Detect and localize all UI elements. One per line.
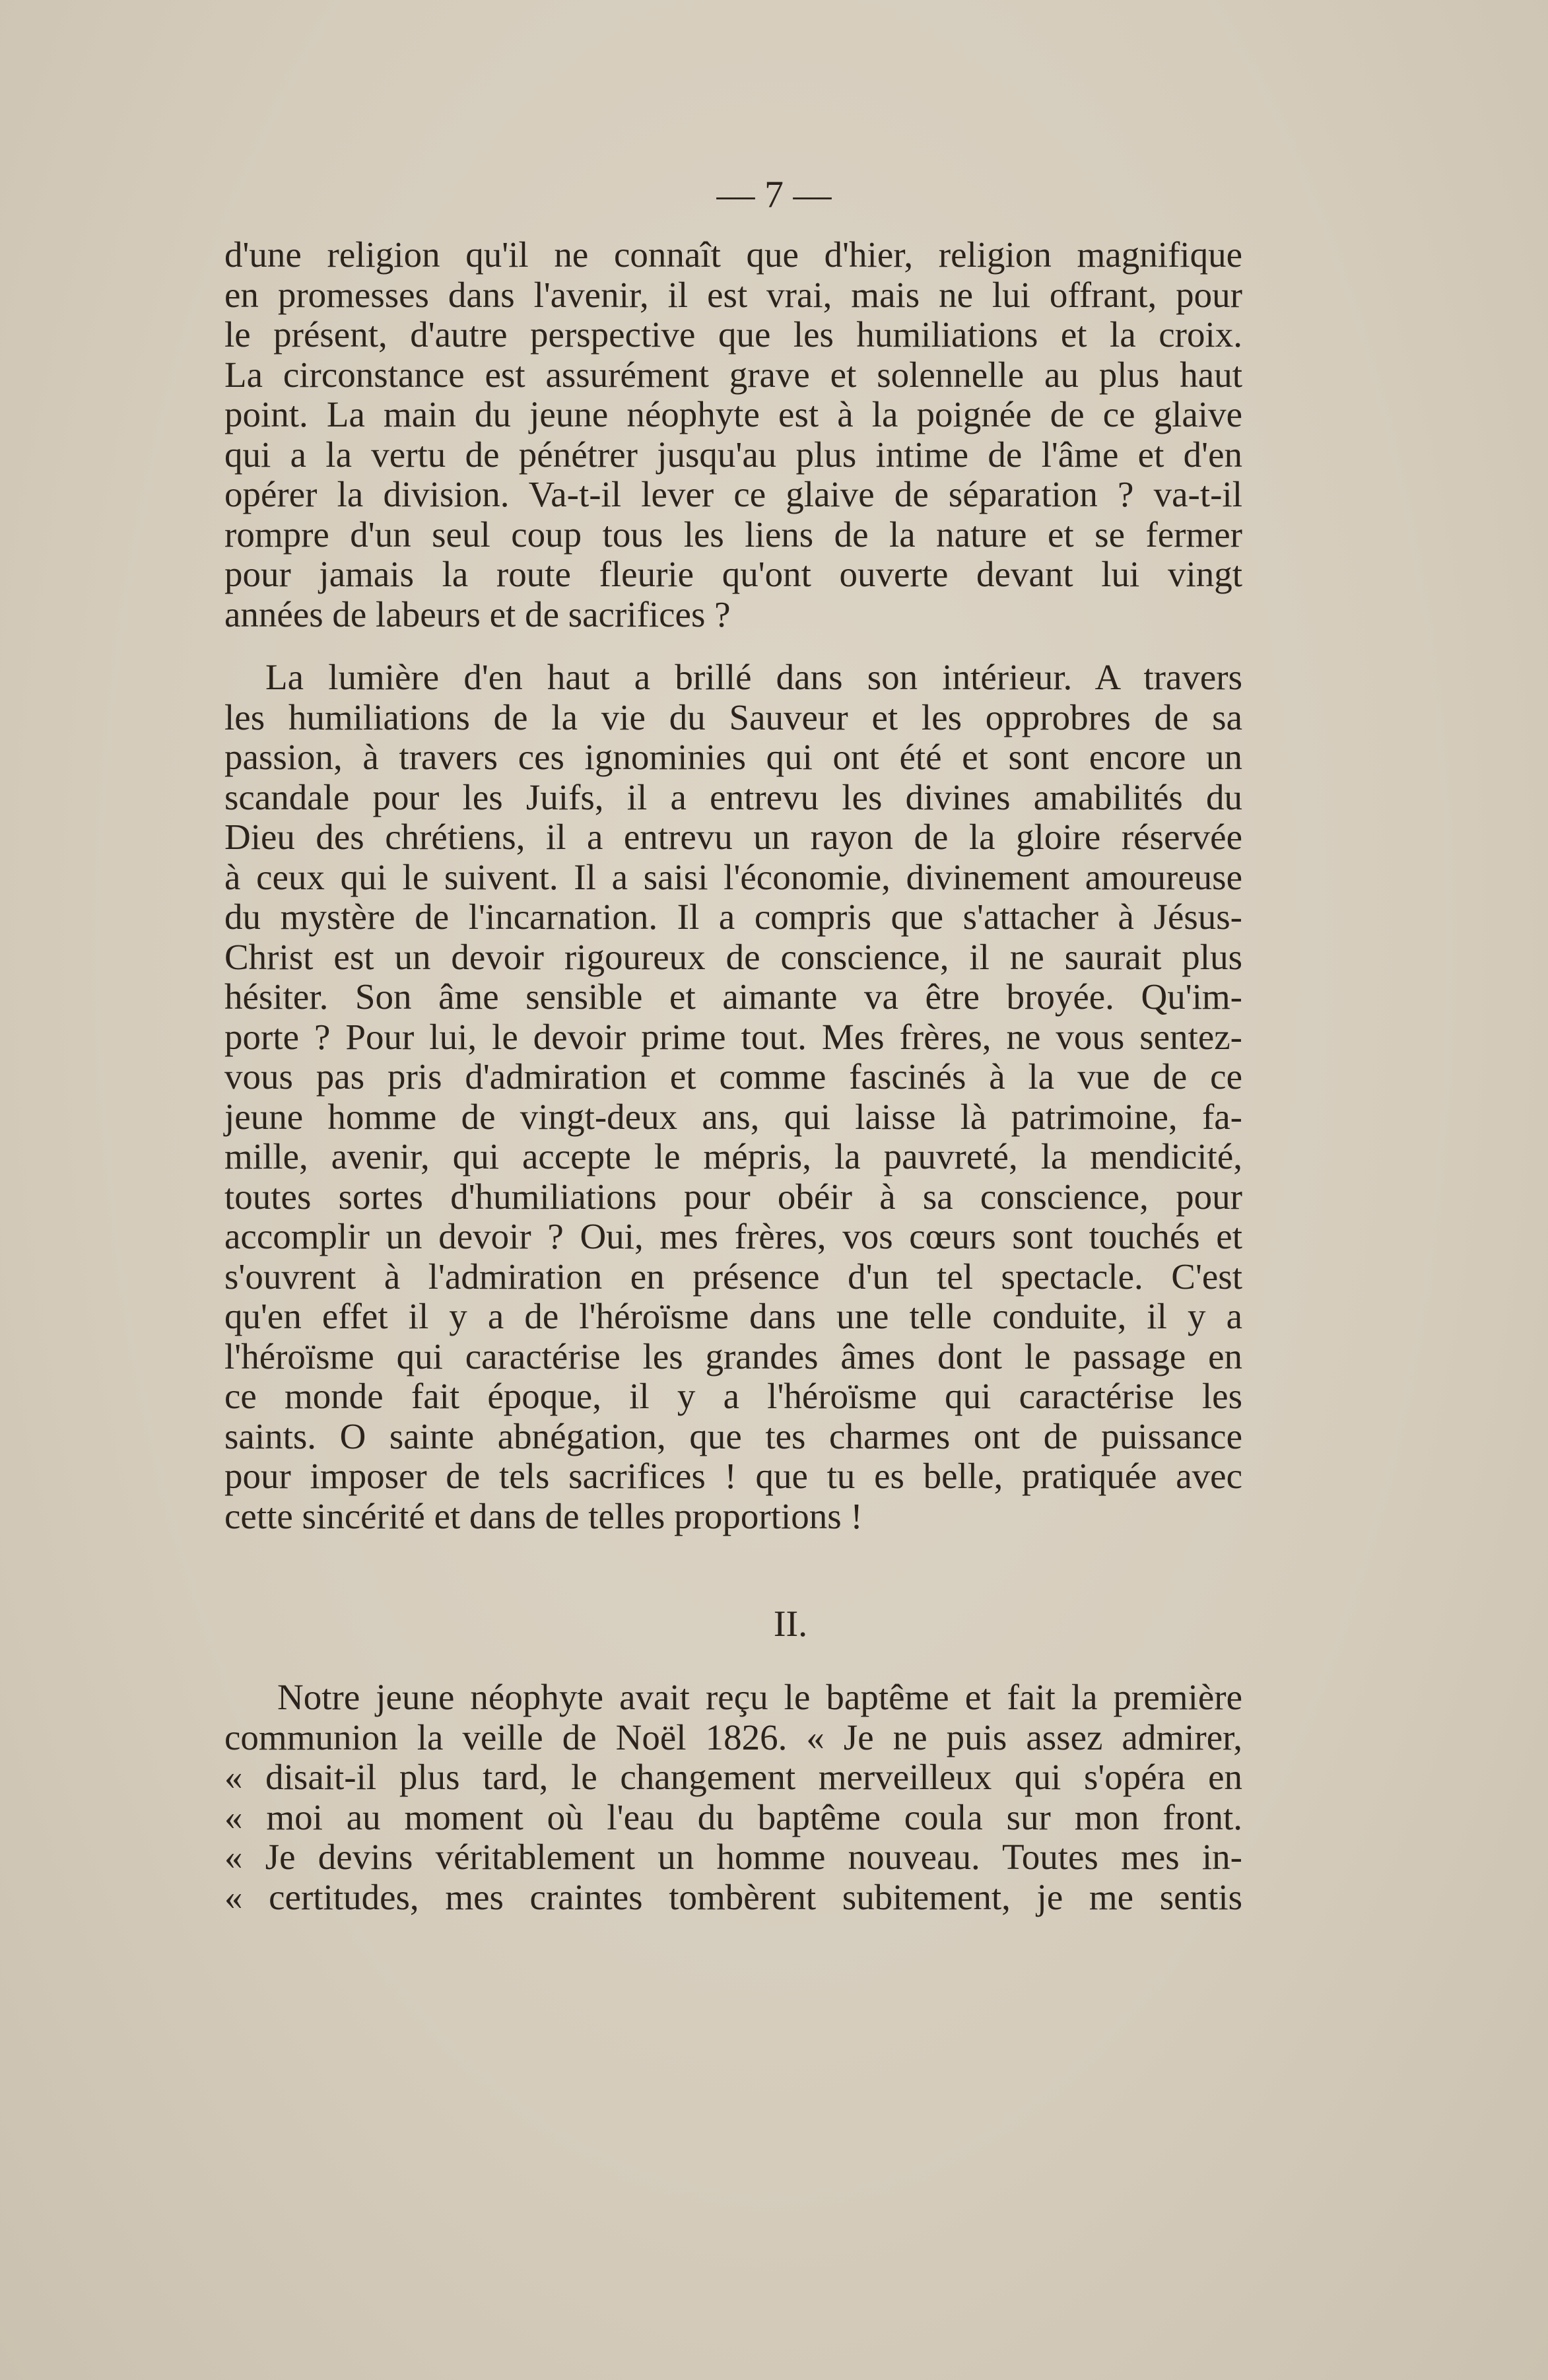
text-line: le présent, d'autre perspective que les humiliations et la croix. <box>224 314 1242 355</box>
text-line: d'une religion qu'il ne connaît que d'hier, religion magnifique <box>224 234 1242 275</box>
text-line: pour jamais la route fleurie qu'ont ouverte devant lui vingt <box>224 554 1242 594</box>
text-line: « Je devins véritablement un homme nouveau. Toutes mes in- <box>224 1837 1242 1877</box>
text-line: jeune homme de vingt-deux ans, qui laisse là patrimoine, fa- <box>224 1096 1242 1137</box>
text-line: La circonstance est assurément grave et solennelle au plus haut <box>224 354 1242 395</box>
text-line: porte ? Pour lui, le devoir prime tout. Mes frères, ne vous sentez- <box>224 1016 1242 1057</box>
text-line: La lumière d'en haut a brillé dans son intérieur. A travers <box>265 657 1242 697</box>
page-number: — 7 — <box>716 173 832 216</box>
text-line: mille, avenir, qui accepte le mépris, la pauvreté, la mendicité, <box>224 1136 1242 1176</box>
text-line: communion la veille de Noël 1826. « Je ne puis assez admirer, <box>224 1717 1242 1757</box>
paragraph-2 <box>224 658 1242 1536</box>
text-line: point. La main du jeune néophyte est à la poignée de ce glaive <box>224 394 1242 434</box>
text-line: les humiliations de la vie du Sauveur et les opprobres de sa <box>224 697 1242 737</box>
text-line: Dieu des chrétiens, il a entrevu un rayon de la gloire réservée <box>224 817 1242 857</box>
text-line: rompre d'un seul coup tous les liens de la nature et se fermer <box>224 514 1242 555</box>
paragraph-1 <box>224 235 1242 634</box>
text-line: « disait-il plus tard, le changement merveilleux qui s'opéra en <box>224 1757 1242 1797</box>
text-line: en promesses dans l'avenir, il est vrai, mais ne lui offrant, pour <box>224 274 1242 315</box>
text-line: cette sincérité et dans de telles proportions ! <box>224 1495 863 1536</box>
paragraph-3 <box>224 1678 1242 1917</box>
text-line: ce monde fait époque, il y a l'héroïsme qui caractérise les <box>224 1376 1242 1416</box>
text-line: « moi au moment où l'eau du baptême coula sur mon front. <box>224 1796 1242 1837</box>
text-line: l'héroïsme qui caractérise les grandes âmes dont le passage en <box>224 1336 1242 1377</box>
text-line: passion, à travers ces ignominies qui ont été et sont encore un <box>224 737 1242 777</box>
text-line: hésiter. Son âme sensible et aimante va être broyée. Qu'im- <box>224 976 1242 1017</box>
text-line: Notre jeune néophyte avait reçu le baptême et fait la première <box>277 1677 1242 1717</box>
text-line: « certitudes, mes craintes tombèrent subitement, je me sentis <box>224 1876 1242 1917</box>
text-line: pour imposer de tels sacrifices ! que tu es belle, pratiquée avec <box>224 1456 1242 1496</box>
text-line: toutes sortes d'humiliations pour obéir à sa conscience, pour <box>224 1176 1242 1217</box>
section-heading: II. <box>773 1604 808 1645</box>
text-line: années de labeurs et de sacrifices ? <box>224 594 731 634</box>
text-line: qui a la vertu de pénétrer jusqu'au plus intime de l'âme et d'en <box>224 434 1242 475</box>
text-line: à ceux qui le suivent. Il a saisi l'économie, divinement amoureuse <box>224 856 1242 897</box>
text-line: opérer la division. Va-t-il lever ce glaive de séparation ? va-t-il <box>224 474 1242 514</box>
text-line: du mystère de l'incarnation. Il a compris que s'attacher à Jésus- <box>224 897 1242 937</box>
text-line: saints. O sainte abnégation, que tes charmes ont de puissance <box>224 1415 1242 1456</box>
text-line: s'ouvrent à l'admiration en présence d'un tel spectacle. C'est <box>224 1256 1242 1297</box>
text-line: accomplir un devoir ? Oui, mes frères, vos cœurs sont touchés et <box>224 1216 1242 1256</box>
text-line: scandale pour les Juifs, il a entrevu les divines amabilités du <box>224 776 1242 817</box>
text-line: qu'en effet il y a de l'héroïsme dans une telle conduite, il y a <box>224 1296 1242 1336</box>
text-line: Christ est un devoir rigoureux de conscience, il ne saurait plus <box>224 936 1242 977</box>
text-line: vous pas pris d'admiration et comme fascinés à la vue de ce <box>224 1056 1242 1097</box>
